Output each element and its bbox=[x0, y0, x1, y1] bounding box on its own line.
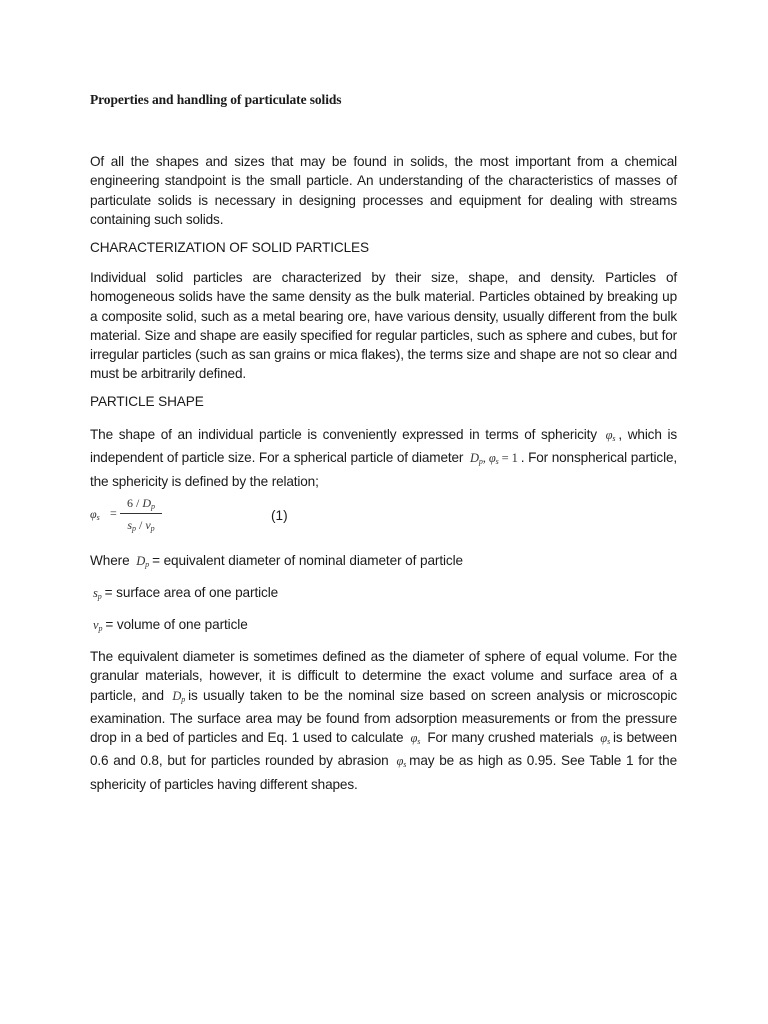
dp-symbol: $D_p$ bbox=[136, 554, 150, 569]
section-heading-characterization: CHARACTERIZATION OF SOLID PARTICLES bbox=[90, 240, 369, 255]
definition-vp bbox=[90, 615, 248, 638]
document-page bbox=[90, 0, 677, 1024]
vp-symbol: $v_p$ bbox=[93, 618, 103, 633]
equation-number: (1) bbox=[271, 508, 288, 523]
spherical-condition-formula: $D_p$, $\varphi_s = 1$ bbox=[470, 451, 518, 467]
equivalent-diameter-paragraph bbox=[90, 647, 677, 794]
shape-text-b: , which is independent of particle size. For a spherical particle of diameter bbox=[90, 427, 677, 466]
sphericity-symbol: $\varphi_s$ bbox=[605, 428, 616, 443]
sp-definition: = surface area of one particle bbox=[104, 585, 279, 600]
phi-symbol-inline-3: $\varphi_s$ bbox=[396, 754, 407, 770]
shape-text-a: The shape of an individual particle is conveniently expressed in terms of sphericity bbox=[90, 427, 597, 442]
final-text-c: For many crushed materials bbox=[427, 730, 594, 746]
dp-symbol-inline: $D_p$ bbox=[172, 688, 186, 704]
phi-symbol-inline-2: $\varphi_s$ bbox=[600, 731, 611, 747]
definition-dp bbox=[90, 551, 463, 574]
phi-symbol-inline-1: $\varphi_s$ bbox=[410, 731, 421, 747]
final-text-e: may be as high as 0.95. See Table 1 for the sphericity of particles having different shapes. bbox=[90, 753, 677, 792]
final-text-d: is between 0.6 and 0.8, but for particles rounded by abrasion bbox=[90, 730, 677, 769]
dp-definition: = equivalent diameter of nominal diameter of particle bbox=[152, 553, 464, 568]
where-label: Where bbox=[90, 553, 130, 568]
final-text-b: is usually taken to be the nominal size based on screen analysis or microscopic examination. The surface area may be found from adsorption measurements or from the pressure drop in a bed of particles and Eq. 1 used to calculate bbox=[90, 687, 677, 746]
definition-sp bbox=[90, 583, 278, 606]
vp-definition: = volume of one particle bbox=[105, 617, 248, 632]
particle-shape-paragraph bbox=[90, 425, 677, 491]
final-text-a: The equivalent diameter is sometimes defined as the diameter of sphere of equal volume. For the granular materials, however, it is difficult to determine the exact volume and surface area of a particle, and bbox=[90, 649, 677, 703]
section-heading-particle-shape: PARTICLE SHAPE bbox=[90, 394, 204, 409]
intro-paragraph: Of all the shapes and sizes that may be found in solids, the most important from a chemical engineering standpoint is the small particle. An understanding of the characteristics of masses of particulate solids is necessary in designing processes and equipment for dealing with streams containing such solids. bbox=[90, 154, 677, 227]
sp-symbol: $s_p$ bbox=[93, 586, 102, 601]
characterization-paragraph: Individual solid particles are characterized by their size, shape, and density. Particles of homogeneous solids have the same density as the bulk material. Particles obtained by breaking up a composite solid, such as a metal bearing ore, have various density, usually different from the bulk material. Size and shape are easily specified for regular particles, such as sphere and cubes, but for irregular particles (such as san grains or mica flakes), the terms size and shape are not so clear and must be arbitrarily defined. bbox=[90, 270, 677, 382]
shape-text-c: . For nonspherical particle, the sphericity is defined by the relation; bbox=[90, 450, 677, 489]
document-title: Properties and handling of particulate solids bbox=[90, 92, 342, 107]
sphericity-equation: $\varphi_s$ = $6 / D_p$ $s_p / v_p$ bbox=[90, 494, 180, 538]
